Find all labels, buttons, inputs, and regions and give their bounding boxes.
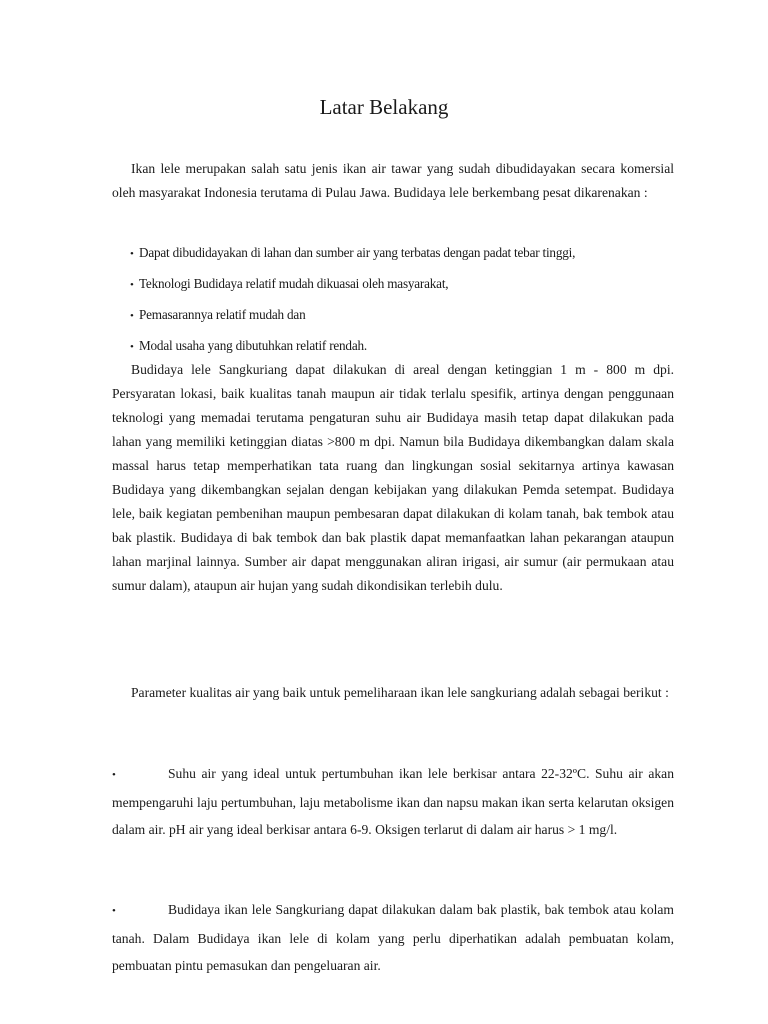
paragraph-water-quality: Parameter kualitas air yang baik untuk pemeliharaan ikan lele sangkuriang adalah sebagai berikut : [131, 685, 669, 700]
detail-point-temperature [112, 760, 674, 843]
detail-point-text: Suhu air yang ideal untuk pertumbuhan ikan lele berkisar antara 22-32ºC. Suhu air akan mempengaruhi laju pertumbuhan, laju metabolisme ikan dan napsu makan ikan serta kelarutan oksigen dalam air. pH air yang ideal berkisar antara 6-9. Oksigen terlarut di dalam air harus > 1 mg/l. [112, 766, 674, 837]
list-item [130, 269, 575, 300]
bullet-icon: • [130, 248, 134, 260]
detail-point-text: Budidaya ikan lele Sangkuriang dapat dilakukan dalam bak plastik, bak tembok atau kolam tanah. Dalam Budidaya ikan lele di kolam yang perlu diperhatikan adalah pembuatan kolam, pembuatan pintu pemasukan dan pengeluaran air. [112, 902, 674, 973]
list-item-text: Dapat dibudidayakan di lahan dan sumber air yang terbatas dengan padat tebar tinggi, [139, 245, 576, 260]
bullet-icon: • [112, 905, 116, 917]
list-item-text: Teknologi Budidaya relatif mudah dikuasai oleh masyarakat, [139, 276, 449, 291]
detail-point-ponds [112, 896, 674, 979]
page-title: Latar Belakang [319, 95, 449, 119]
paragraph-intro: Ikan lele merupakan salah satu jenis ikan air tawar yang sudah dibudidayakan secara komersial oleh masyarakat Indonesia terutama di Pulau Jawa. Budidaya lele berkembang pesat dikarenakan : [112, 161, 674, 200]
bullet-icon: • [112, 769, 116, 781]
reasons-list [130, 238, 575, 362]
list-item-text: Modal usaha yang dibutuhkan relatif rendah. [139, 338, 367, 353]
bullet-icon: • [130, 279, 134, 291]
list-item [130, 238, 575, 269]
list-item [130, 300, 575, 331]
paragraph-location: Budidaya lele Sangkuriang dapat dilakukan di areal dengan ketinggian 1 m - 800 m dpi. Persyaratan lokasi, baik kualitas tanah maupun air tidak terlalu spesifik, artinya dengan penggunaan teknologi yang memadai terutama pengaturan suhu air Budidaya masih tetap dapat dilakukan pada lahan yang memiliki ketinggian diatas >800 m dpi. Namun bila Budidaya dikembangkan dalam skala massal harus tetap memperhatikan tata ruang dan lingkungan sosial sekitarnya artinya kawasan Budidaya yang dikembangkan sejalan dengan kebijakan yang dilakukan Pemda setempat. Budidaya lele, baik kegiatan pembenihan maupun pembesaran dapat dilakukan di kolam tanah, bak tembok atau bak plastik. Budidaya di bak tembok dan bak plastik dapat memanfaatkan lahan pekarangan ataupun lahan marjinal lainnya. Sumber air dapat menggunakan aliran irigasi, air sumur (air permukaan atau sumur dalam), ataupun air hujan yang sudah dikondisikan terlebih dulu. [112, 362, 674, 593]
bullet-icon: • [130, 310, 134, 322]
bullet-icon: • [130, 341, 134, 353]
list-item-text: Pemasarannya relatif mudah dan [139, 307, 306, 322]
